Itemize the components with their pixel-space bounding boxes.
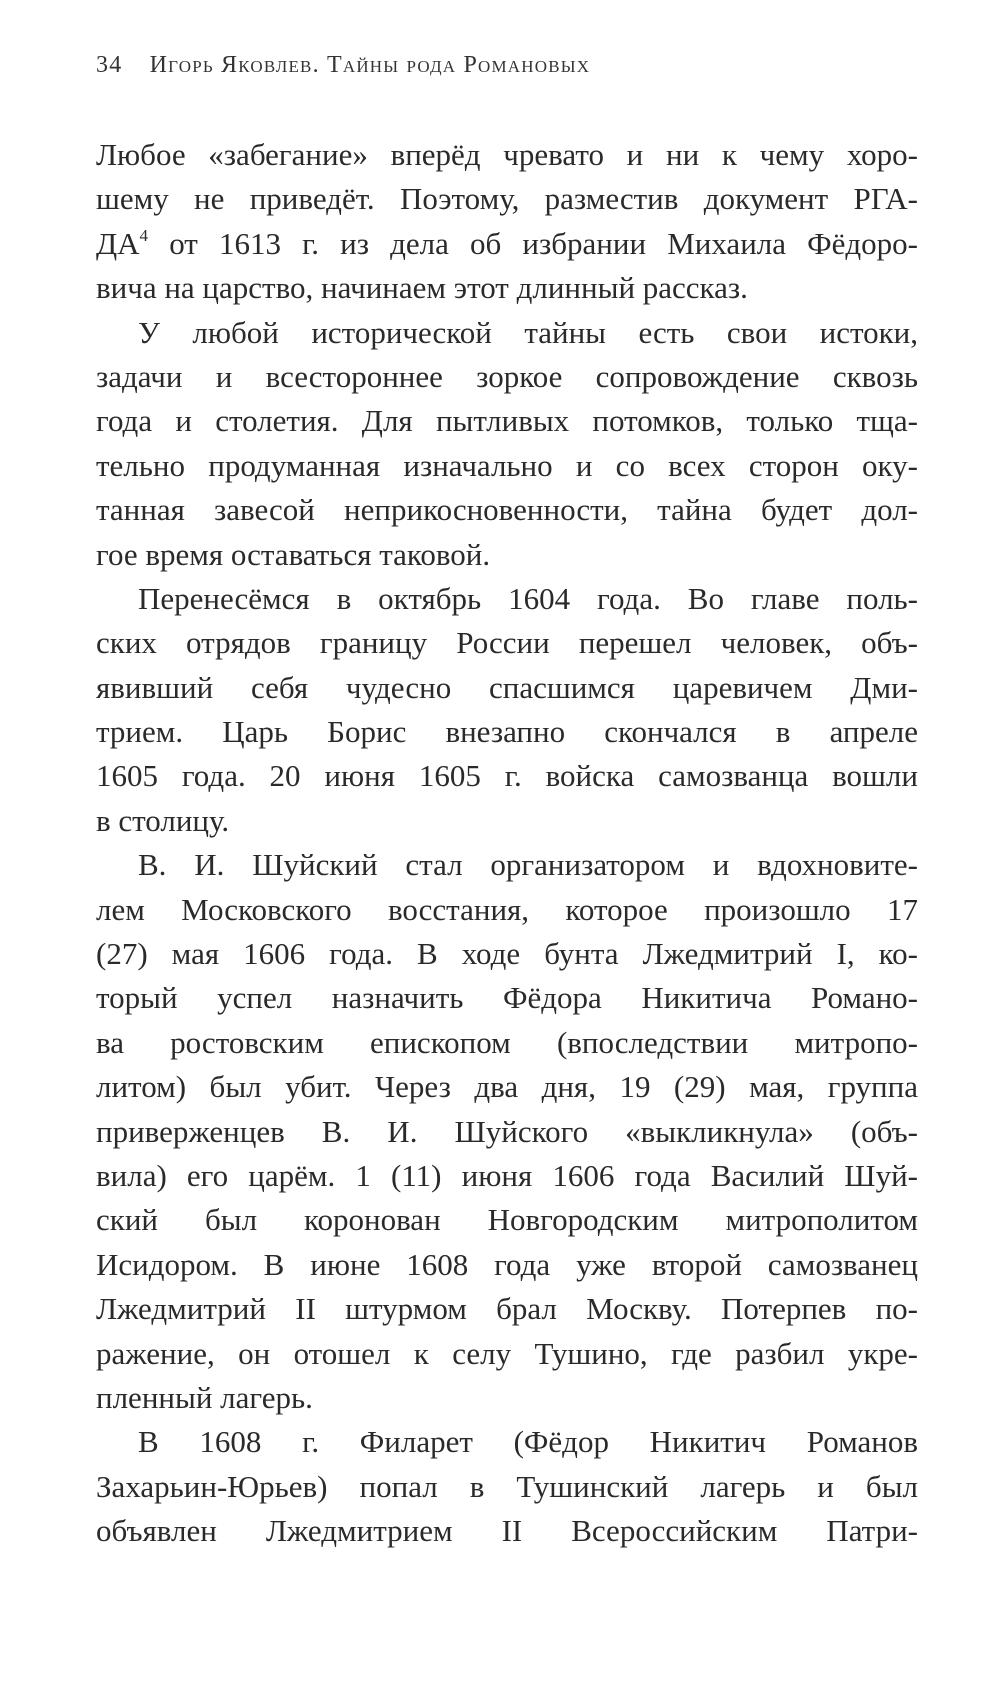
text-line: явивший себя чудесно спасшимся царевичем Дми-: [96, 669, 918, 705]
page-number: 34: [96, 52, 123, 78]
text-line: трием. Царь Борис внезапно скончался в апреле: [96, 714, 918, 750]
text-line: года и столетия. Для пытливых потомков, только тща-: [96, 403, 918, 439]
text-fragment: ДА: [96, 225, 140, 261]
paragraph-3: [96, 577, 918, 843]
text-line: вила) его царём. 1 (11) июня 1606 года Василий Шуй-: [96, 1157, 918, 1193]
text-line: 1605 года. 20 июня 1605 г. войска самозванца вошли: [96, 758, 918, 794]
running-head: [96, 52, 590, 79]
text-line: лем Московского восстания, которое произошло 17: [96, 891, 918, 927]
text-line: приверженцев В. И. Шуйского «выкликнула» (объ-: [96, 1113, 918, 1149]
text-line: ских отрядов границу России перешел человек, объ-: [96, 625, 918, 661]
text-line: ский был коронован Новгородским митрополитом: [96, 1202, 918, 1238]
text-line: Любое «забегание» вперёд чревато и ни к чему хоро-: [96, 137, 918, 172]
text-line: в столицу.: [96, 802, 230, 838]
text-line: гое время оставаться таковой.: [96, 536, 491, 572]
text-line: вича на царство, начинаем этот длинный рассказ.: [96, 270, 748, 306]
text-line: задачи и всестороннее зоркое сопровождение сквозь: [96, 358, 918, 394]
text-line: У любой исторической тайны есть свои истоки,: [138, 314, 918, 350]
paragraph-4: [96, 843, 918, 1420]
body-text: [96, 133, 918, 1554]
text-line: Перенесёмся в октябрь 1604 года. Во главе поль-: [138, 580, 918, 616]
text-line: Лжедмитрий II штурмом брал Москву. Потерпев по-: [96, 1291, 918, 1327]
text-line: пленный лагерь.: [96, 1379, 313, 1415]
paragraph-5: [96, 1420, 918, 1553]
text-line: Исидором. В июне 1608 года уже второй самозванец: [96, 1246, 918, 1282]
paragraph-1: [96, 133, 918, 311]
text-line: объявлен Лжедмитрием II Всероссийским Патри-: [96, 1513, 918, 1549]
text-line: ражение, он отошел к селу Тушино, где разбил укре-: [96, 1335, 918, 1371]
running-title: Игорь Яковлев. Тайны рода Романовых: [149, 52, 591, 78]
text-fragment: от 1613 г. из дела об избрании Михаила Фёдоро-: [148, 225, 918, 261]
footnote-marker: 4: [139, 226, 149, 245]
text-line: В 1608 г. Филарет (Фёдор Никитич Романов: [138, 1424, 918, 1460]
text-line: тельно продуманная изначально и со всех сторон оку-: [96, 447, 918, 483]
text-line: (27) мая 1606 года. В ходе бунта Лжедмитрий I, ко-: [96, 936, 918, 972]
text-line: литом) был убит. Через два дня, 19 (29) мая, группа: [96, 1069, 918, 1105]
text-line: шему не приведёт. Поэтому, разместив документ РГА-: [96, 181, 918, 217]
text-line: Захарьин-Юрьев) попал в Тушинский лагерь и был: [96, 1468, 918, 1504]
text-line: танная завесой неприкосновенности, тайна будет дол-: [96, 492, 918, 528]
text-line: [96, 222, 918, 266]
text-line: торый успел назначить Фёдора Никитича Романо-: [96, 980, 918, 1016]
paragraph-2: [96, 311, 918, 577]
text-line: ва ростовским епископом (впоследствии митропо-: [96, 1024, 918, 1060]
text-line: В. И. Шуйский стал организатором и вдохновите-: [138, 847, 918, 883]
